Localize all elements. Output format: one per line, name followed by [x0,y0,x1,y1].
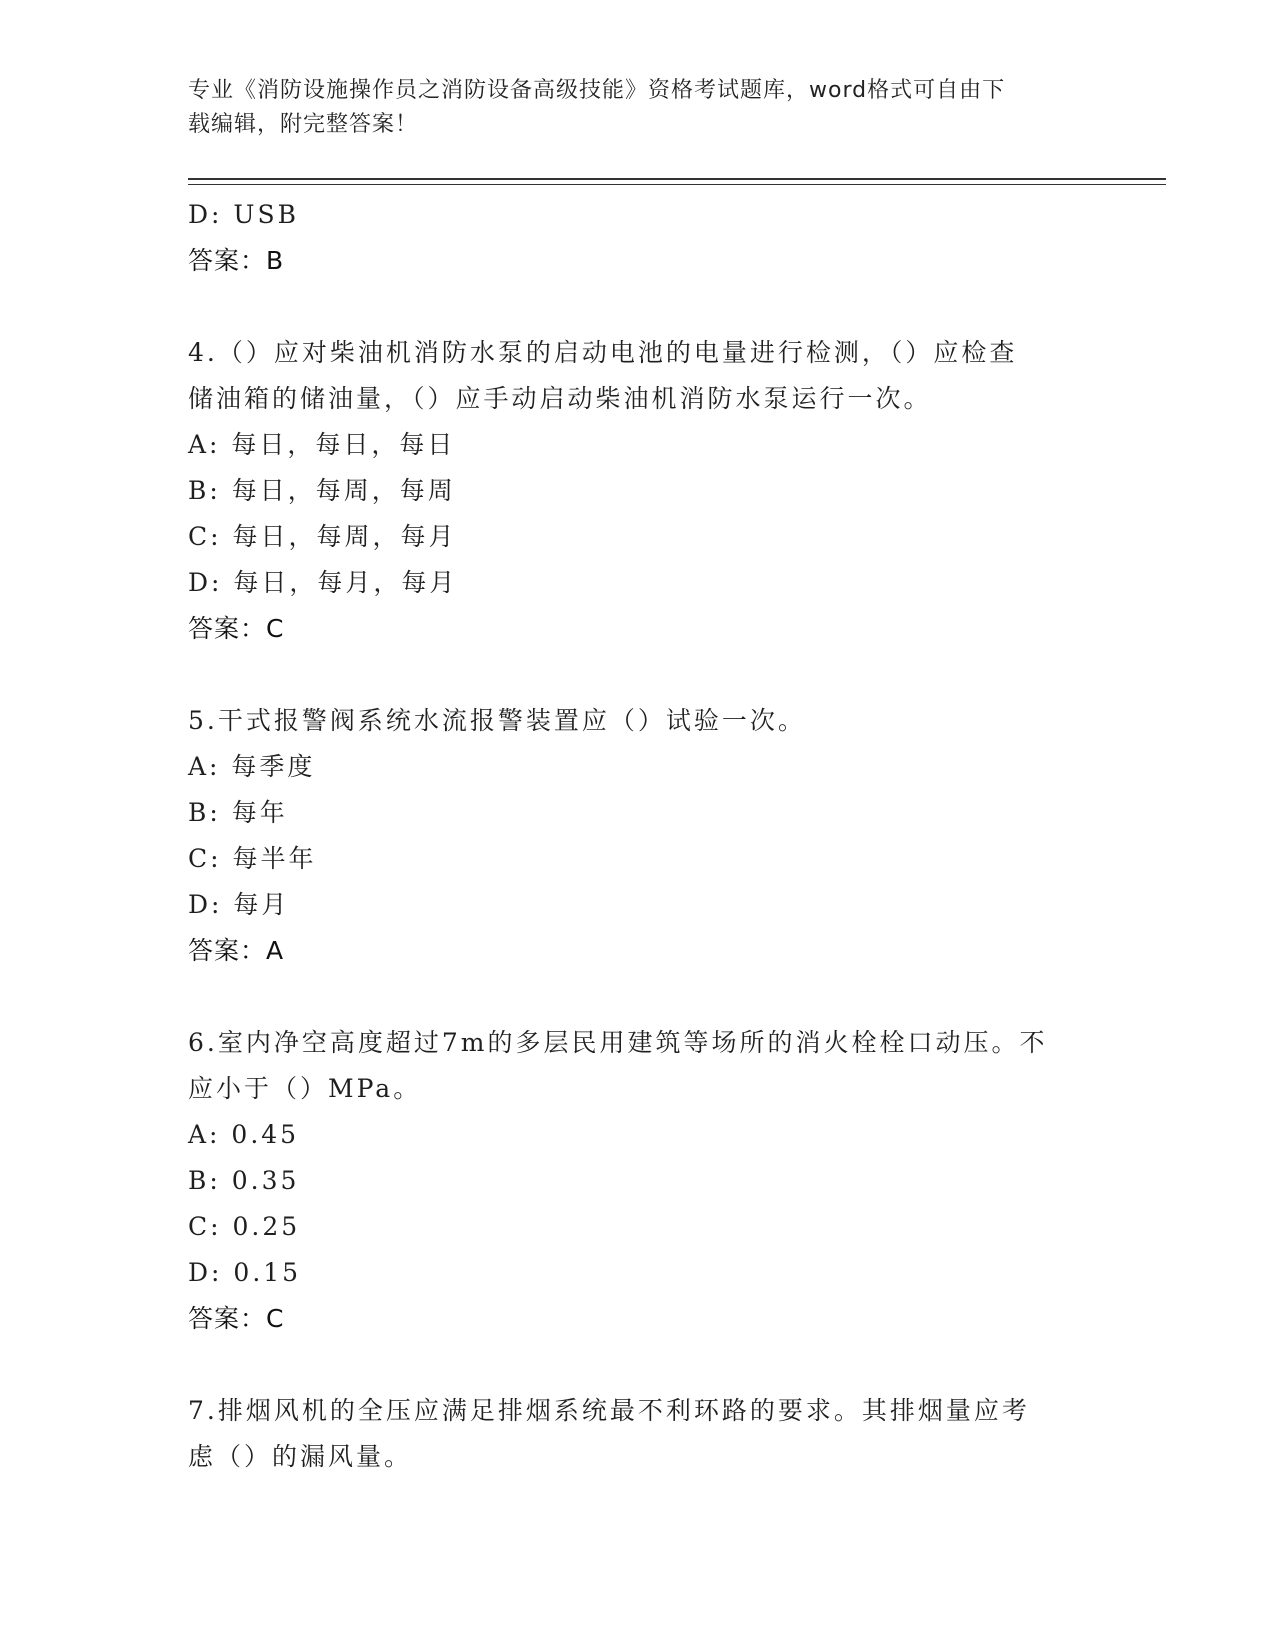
question-4-option-b: B: 每日，每周，每周 [188,476,456,505]
question-4-stem-line-1: 4.（）应对柴油机消防水泵的启动电池的电量进行检测，（）应检查 [188,338,1018,367]
header-divider-thin [188,184,1166,185]
question-6-option-a: A: 0.45 [188,1120,300,1149]
question-6-answer: 答案：C [188,1304,285,1333]
question-4 [188,330,1088,652]
question-5-option-d: D: 每月 [188,890,290,919]
question-5-option-a: A: 每季度 [188,752,316,781]
question-5-answer: 答案：A [188,936,285,965]
question-content [188,192,1088,1480]
question-7 [188,1388,1088,1480]
header-line-1: 专业《消防设施操作员之消防设备高级技能》资格考试题库，word格式可自由下 [188,78,1006,103]
spacer [188,284,1088,330]
spacer [188,974,1088,1020]
question-4-stem-line-2: 储油箱的储油量，（）应手动启动柴油机消防水泵运行一次。 [188,384,932,413]
question-6-option-c: C: 0.25 [188,1212,301,1241]
question-4-option-a: A: 每日，每日，每日 [188,430,456,459]
spacer [188,1342,1088,1388]
question-4-option-c: C: 每日，每周，每月 [188,522,457,551]
question-6-option-d: D: 0.15 [188,1258,302,1287]
document-header [188,74,1088,142]
header-line-2: 载编辑，附完整答案！ [188,112,419,137]
question-4-option-d: D: 每日，每月，每月 [188,568,458,597]
question-6-stem-line-1: 6.室内净空高度超过7m的多层民用建筑等场所的消火栓栓口动压。不 [188,1028,1048,1057]
question-5 [188,698,1088,974]
prev-answer: 答案：B [188,246,285,275]
prev-option-d: D: USB [188,200,299,229]
question-7-stem-line-1: 7.排烟风机的全压应满足排烟系统最不利环路的要求。其排烟量应考 [188,1396,1030,1425]
question-7-stem-line-2: 虑（）的漏风量。 [188,1442,413,1471]
question-5-option-c: C: 每半年 [188,844,317,873]
question-4-answer: 答案：C [188,614,285,643]
spacer [188,652,1088,698]
header-divider-thick [188,178,1166,180]
question-6-option-b: B: 0.35 [188,1166,300,1195]
question-5-stem-line-1: 5.干式报警阀系统水流报警装置应（）试验一次。 [188,706,806,735]
question-5-option-b: B: 每年 [188,798,288,827]
question-6-stem-line-2: 应小于（）MPa。 [188,1074,422,1103]
question-6 [188,1020,1088,1342]
